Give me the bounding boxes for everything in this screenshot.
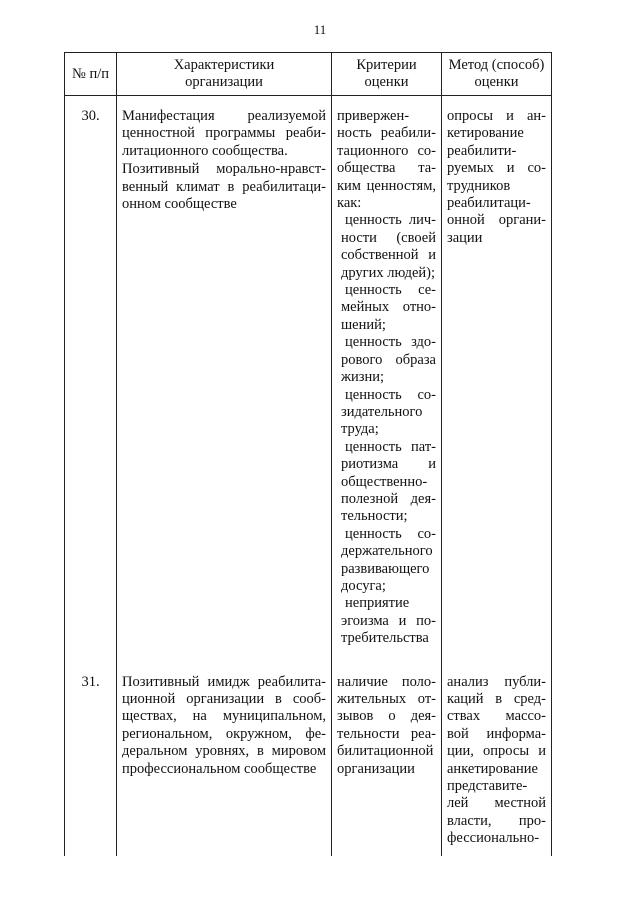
text-line: ценность лич-: [345, 212, 436, 229]
text-line: других людей);: [341, 264, 436, 281]
header-criteria-line: Критерии: [356, 57, 417, 73]
text-line: Манифестация реализуемой: [122, 108, 326, 124]
text-line: зывов о дея-: [337, 708, 436, 725]
criteria-item: [341, 595, 436, 647]
criteria-item: [341, 526, 436, 596]
row-number: [65, 96, 117, 664]
text-line: ционной организации в сооб-: [122, 691, 326, 707]
text-line: собственной и: [341, 247, 436, 264]
table-row: [65, 664, 552, 856]
text-line: эгоизма и по-: [341, 612, 436, 629]
text-line: вой информа-: [447, 725, 546, 742]
text-line: ценностной программы реаби-: [122, 125, 326, 142]
text-line: фессионально-: [447, 830, 540, 847]
text-line: наличие поло-: [337, 673, 436, 690]
text-line: зации: [447, 229, 483, 246]
text-line: ность реабили-: [337, 125, 436, 142]
text-line: Позитивный морально-нравст-: [122, 161, 326, 178]
text-line: развивающего: [341, 560, 430, 577]
text-line: требительства: [341, 630, 429, 647]
text-line: литационного сообщества.: [122, 142, 288, 159]
header-method-line: Метод (способ): [448, 57, 545, 73]
text-line: полезной дея-: [341, 490, 436, 507]
text-line: привержен-: [337, 108, 410, 124]
text-line: онном сообществе: [122, 196, 237, 213]
text-line: ценность со-: [345, 525, 436, 542]
text-line: труда;: [341, 421, 379, 438]
criteria-table: [64, 52, 552, 856]
criteria-item: [341, 334, 436, 386]
header-characteristics: [117, 53, 332, 96]
text-line: тельности реа-: [337, 725, 436, 742]
text-line: онной органи-: [447, 212, 546, 229]
text-line: власти, про-: [447, 812, 546, 829]
text-line: тационного со-: [337, 142, 436, 159]
text-line: кетирование: [447, 125, 524, 142]
table-header-row: [65, 53, 552, 96]
text-line: ществах, на муниципальном,: [122, 708, 326, 725]
text-line: деральном уровнях, в мировом: [122, 743, 326, 760]
text-line: трудников: [447, 177, 511, 194]
header-criteria: [332, 53, 442, 96]
row-number-label: 31.: [81, 673, 100, 690]
page-number: 11: [313, 22, 327, 37]
text-line: досуга;: [341, 577, 386, 594]
row-number-label: 30.: [81, 108, 100, 124]
criteria-item: [341, 439, 436, 526]
text-line: рового образа: [341, 351, 436, 368]
text-line: руемых и со-: [447, 160, 546, 177]
text-line: ности (своей: [341, 229, 436, 246]
header-characteristics-line: организации: [185, 74, 263, 90]
criteria-item: [341, 212, 436, 282]
text-line: ким ценностям,: [337, 177, 436, 194]
text-line: лей местной: [447, 795, 546, 812]
text-line: венный климат в реабилитаци-: [122, 178, 326, 195]
text-line: профессиональном сообществе: [122, 760, 317, 777]
text-line: региональном, окружном, фе-: [122, 725, 326, 742]
text-line: шений;: [341, 316, 386, 333]
table-row: [65, 96, 552, 664]
text-line: жизни;: [341, 369, 385, 386]
characteristics-paragraph: [122, 161, 326, 213]
text-line: риотизма и: [341, 456, 436, 473]
text-line: представите-: [447, 778, 528, 795]
text-line: ствах массо-: [447, 708, 546, 725]
text-line: как:: [337, 195, 362, 212]
header-characteristics-line: Характеристики: [173, 57, 275, 73]
header-number: [65, 53, 117, 96]
text-line: ции, опросы и: [447, 743, 546, 760]
text-line: каций в сред-: [447, 691, 546, 707]
row-characteristics: [117, 96, 332, 664]
text-line: ценность се-: [345, 282, 436, 299]
text-line: ценность здо-: [345, 334, 436, 351]
row-method: [442, 664, 552, 856]
text-line: тельности;: [341, 508, 408, 525]
text-line: анкетирование: [447, 760, 538, 777]
text-line: Позитивный имидж реабилита-: [122, 673, 326, 690]
text-line: анализ публи-: [447, 673, 546, 690]
row-criteria: [332, 96, 442, 664]
header-method: [442, 53, 552, 96]
row-criteria: [332, 664, 442, 856]
text-line: держательного: [341, 543, 433, 560]
text-line: зидательного: [341, 403, 423, 420]
text-line: опросы и ан-: [447, 108, 546, 124]
text-line: общественно-: [341, 473, 428, 490]
text-line: неприятие: [345, 595, 410, 612]
criteria-intro: [337, 108, 436, 212]
row-method: [442, 96, 552, 664]
text-line: реабилитаци-: [447, 195, 531, 212]
criteria-item: [341, 282, 436, 334]
text-line: реабилити-: [447, 142, 517, 159]
criteria-item: [341, 387, 436, 439]
characteristics-paragraph: [122, 674, 326, 778]
text-line: ценность пат-: [345, 438, 436, 455]
text-line: ценность со-: [345, 386, 436, 403]
text-line: общества та-: [337, 160, 436, 177]
text-line: жительных от-: [337, 691, 436, 707]
header-number-label: № п/п: [71, 65, 109, 82]
text-line: организации: [337, 760, 415, 777]
characteristics-paragraph: [122, 108, 326, 160]
row-number: [65, 664, 117, 856]
text-line: билитационной: [337, 743, 434, 760]
text-line: мейных отно-: [341, 299, 436, 316]
header-method-line: оценки: [474, 74, 519, 90]
header-criteria-line: оценки: [364, 74, 409, 90]
row-characteristics: [117, 664, 332, 856]
